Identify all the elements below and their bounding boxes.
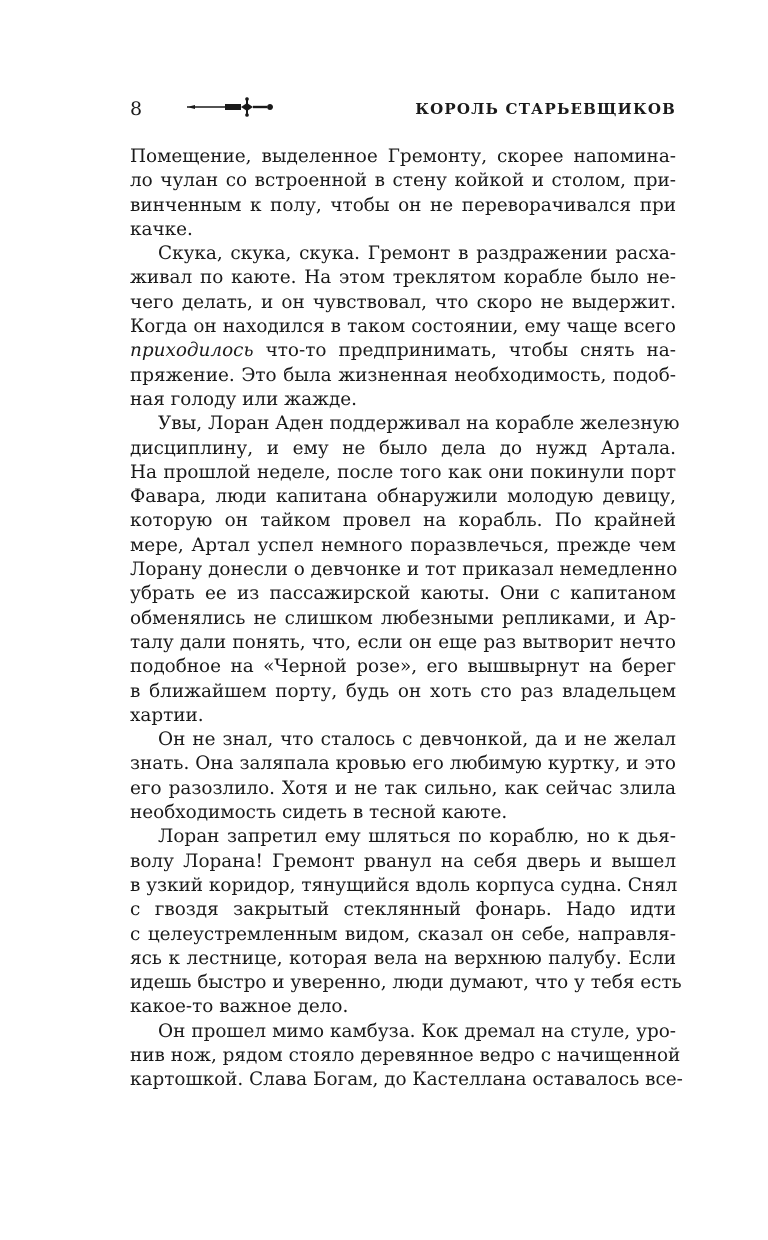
- text-line: с гвоздя закрытый стеклянный фонарь. Надо идти: [130, 899, 676, 921]
- dagger-ornament-icon: [185, 96, 277, 118]
- text-line: нив нож, рядом стояло деревянное ведро с начищенной: [130, 1044, 681, 1066]
- text-line: талу дали понять, что, если он еще раз вытворит нечто: [130, 631, 676, 653]
- text-line: идешь быстро и уверенно, люди думают, что у тебя есть: [130, 972, 682, 994]
- running-title: КОРОЛЬ СТАРЬЕВЩИКОВ: [415, 100, 676, 118]
- text-line: качке.: [130, 218, 193, 240]
- text-line: мере, Артал успел немного поразвлечься, прежде чем: [130, 534, 676, 556]
- text-line: Скука, скука, скука. Гремонт в раздражении расха-: [158, 243, 676, 265]
- text-line: необходимость сидеть в тесной каюте.: [130, 802, 508, 824]
- text-fragment: что-то предпринимать, чтобы снять на-: [253, 340, 676, 362]
- text-line: его разозлило. Хотя и не так сильно, как сейчас злила: [130, 777, 676, 799]
- text-line: картошкой. Слава Богам, до Кастеллана оставалось все-: [130, 1069, 683, 1091]
- text-line: подобное на «Черной розе», его вышвырнут на берег: [130, 656, 676, 678]
- text-line: ло чулан со встроенной в стену койкой и столом, при-: [130, 170, 676, 192]
- text-line: ясь к лестнице, которая вела на верхнюю палубу. Если: [130, 947, 676, 969]
- text-line: обменялись не слишком любезными репликами, и Ар-: [130, 607, 676, 629]
- text-line: Лоран запретил ему шляться по кораблю, но к дья-: [158, 826, 676, 848]
- text-line: Он прошел мимо камбуза. Кок дремал на стуле, уро-: [158, 1020, 676, 1042]
- text-line: убрать ее из пассажирской каюты. Они с капитаном: [130, 583, 676, 605]
- text-line: в ближайшем порту, будь он хоть сто раз владельцем: [130, 680, 676, 702]
- page-number: 8: [130, 98, 143, 120]
- text-line: Когда он находился в таком состоянии, ему чаще всего: [130, 316, 676, 338]
- text-line: Лорану донесли о девчонке и тот приказал немедленно: [130, 559, 678, 581]
- text-line: Помещение, выделенное Гремонту, скорее напомина-: [130, 146, 676, 167]
- text-line: На прошлой неделе, после того как они покинули порт: [130, 461, 676, 483]
- text-line: ная голоду или жажде.: [130, 388, 358, 410]
- text-line: хартии.: [130, 704, 204, 726]
- text-line: пряжение. Это была жизненная необходимость, подоб-: [130, 364, 676, 386]
- text-line: Он не знал, что сталось с девчонкой, да и не желал: [158, 729, 676, 751]
- text-line: Увы, Лоран Аден поддерживал на корабле железную: [158, 413, 680, 435]
- text-line: дисциплину, и ему не было дела до нужд Артала.: [130, 437, 676, 459]
- text-line: знать. Она заляпала кровью его любимую куртку, и это: [130, 753, 676, 775]
- body-text: [130, 145, 683, 1093]
- text-line: чего делать, и он чувствовал, что скоро не выдержит.: [130, 291, 676, 313]
- text-line: в узкий коридор, тянущийся вдоль корпуса судна. Снял: [130, 874, 678, 896]
- text-line-mixed: [130, 339, 676, 363]
- text-line: которую он тайком провел на корабль. По крайней: [130, 510, 676, 532]
- text-line: Фавара, люди капитана обнаружили молодую девицу,: [130, 486, 676, 508]
- text-line: с целеустремленным видом, сказал он себе, направля-: [130, 923, 676, 945]
- text-line: винченным к полу, чтобы он не переворачивался при: [130, 194, 676, 216]
- text-line: волу Лорана! Гремонт рванул на себя дверь и вышел: [130, 850, 676, 872]
- text-line: живал по каюте. На этом треклятом корабле было не-: [130, 267, 676, 289]
- text-line: какое-то важное дело.: [130, 996, 349, 1018]
- emphasis-word: приходилось: [130, 340, 254, 362]
